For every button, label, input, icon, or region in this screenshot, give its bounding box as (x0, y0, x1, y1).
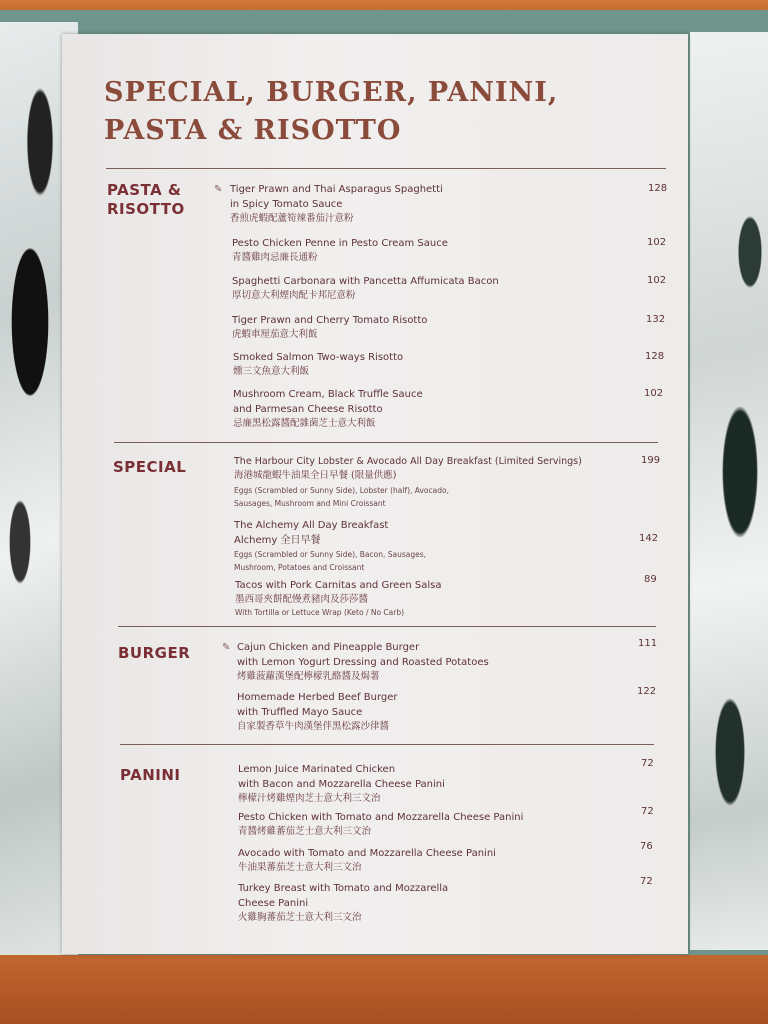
item-name: in Spicy Tomato Sauce (230, 199, 343, 210)
item-name: Pesto Chicken with Tomato and Mozzarella Cheese Panini (238, 812, 524, 823)
item-name-chinese: 青醬烤雞蕃茄芝士意大利三文治 (238, 826, 372, 837)
section-label-line: PANINI (120, 766, 181, 784)
item-name: with Truffled Mayo Sauce (237, 707, 363, 718)
item-name: Tacos with Pork Carnitas and Green Salsa (235, 580, 442, 591)
item-name-chinese: 牛油果蕃茄芝士意大利三文治 (238, 862, 362, 873)
item-name-chinese: 海港城龍蝦牛油果全日早餐 (限量供應) (234, 470, 397, 481)
item-price: 122 (637, 686, 657, 697)
item-name: The Alchemy All Day Breakfast (234, 520, 389, 531)
item-name-chinese: 厚切意大利煙肉配卡邦尼意粉 (232, 290, 356, 301)
item-name-chinese: 虎蝦車厘茄意大利飯 (232, 329, 318, 340)
item-description: Eggs (Scrambled or Sunny Side), Lobster (half), Avocado, (234, 486, 449, 495)
item-name: The Harbour City Lobster & Avocado All Day Breakfast (Limited Servings) (234, 456, 582, 467)
section-label-line: BURGER (118, 644, 191, 662)
item-price: 102 (644, 388, 664, 399)
item-price: 72 (641, 806, 654, 817)
item-price: 72 (640, 876, 653, 887)
section-label-burger (118, 644, 190, 663)
marble-panel-right (690, 32, 768, 950)
item-name: Lemon Juice Marinated Chicken (238, 764, 396, 775)
item-price: 76 (640, 841, 653, 852)
item-price: 142 (639, 533, 659, 544)
item-price: 72 (641, 758, 654, 769)
item-name: Smoked Salmon Two-ways Risotto (233, 352, 404, 363)
section-label-special (113, 458, 186, 477)
item-name-chinese: 火雞胸蕃茄芝士意大利三文治 (238, 912, 362, 923)
menu-title-line-1: SPECIAL, BURGER, PANINI, (104, 77, 559, 108)
item-price: 102 (647, 237, 667, 248)
item-name: with Lemon Yogurt Dressing and Roasted Potatoes (237, 657, 489, 668)
item-price: 128 (645, 351, 665, 362)
signature-dish-icon: ✎ (214, 184, 223, 195)
item-price: 89 (644, 574, 657, 585)
item-description: With Tortilla or Lettuce Wrap (Keto / No Carb) (235, 608, 405, 617)
menu-title (104, 74, 664, 150)
menu-title-line-2: PASTA & RISOTTO (104, 115, 402, 146)
item-name: Tiger Prawn and Cherry Tomato Risotto (232, 315, 428, 326)
item-description: Eggs (Scrambled or Sunny Side), Bacon, Sausages, (234, 550, 427, 559)
item-price: 199 (641, 455, 661, 466)
item-name-chinese: 青醬雞肉忌廉長通粉 (232, 252, 318, 263)
item-name: Cajun Chicken and Pineapple Burger (237, 642, 420, 653)
item-name-chinese: 墨西哥夾餅配慢煮豬肉及莎莎醬 (235, 594, 369, 605)
item-name: Avocado with Tomato and Mozzarella Cheese Panini (238, 848, 496, 859)
section-label-pasta-risotto (107, 181, 185, 219)
item-name: with Bacon and Mozzarella Cheese Panini (238, 779, 445, 790)
divider (118, 626, 656, 627)
tray-bottom (0, 955, 768, 1024)
item-name: Cheese Panini (238, 898, 309, 909)
item-name-chinese: 香煎虎蝦配蘆筍辣番茄汁意粉 (230, 213, 354, 224)
item-name: and Parmesan Cheese Risotto (233, 404, 383, 415)
section-label-line: PASTA & (107, 181, 182, 199)
item-name: Mushroom Cream, Black Truffle Sauce (233, 389, 423, 400)
item-name: Spaghetti Carbonara with Pancetta Affumicata Bacon (232, 276, 499, 287)
menu-page (62, 34, 688, 954)
section-label-panini (120, 766, 181, 785)
item-price: 132 (646, 314, 666, 325)
section-label-line: SPECIAL (113, 458, 187, 476)
item-description: Sausages, Mushroom and Mini Croissant (234, 499, 386, 508)
item-name-chinese: 燻三文魚意大利飯 (233, 366, 310, 377)
signature-dish-icon: ✎ (222, 642, 231, 653)
divider (120, 744, 654, 745)
divider (114, 442, 658, 443)
item-name-chinese: 忌廉黑松露醬配雜菌芝士意大利飯 (233, 418, 376, 429)
divider (106, 168, 666, 169)
item-price: 102 (647, 275, 667, 286)
item-name: Tiger Prawn and Thai Asparagus Spaghetti (230, 184, 443, 195)
item-name: Turkey Breast with Tomato and Mozzarella (238, 883, 449, 894)
item-name-chinese: 檸檬汁烤雞煙肉芝士意大利三文治 (238, 793, 381, 804)
item-name: Homemade Herbed Beef Burger (237, 692, 398, 703)
item-name-chinese: 烤雞菠蘿漢堡配檸檬乳酪醬及焗薯 (237, 671, 380, 682)
section-label-line: RISOTTO (107, 200, 185, 218)
item-name-chinese: 自家製香草牛肉漢堡伴黑松露沙律醬 (237, 721, 390, 732)
item-name: Pesto Chicken Penne in Pesto Cream Sauce (232, 238, 448, 249)
item-description: Mushroom, Potatoes and Croissant (234, 563, 365, 572)
item-price: 111 (638, 638, 658, 649)
item-name: Alchemy 全日早餐 (234, 535, 321, 546)
item-price: 128 (648, 183, 668, 194)
